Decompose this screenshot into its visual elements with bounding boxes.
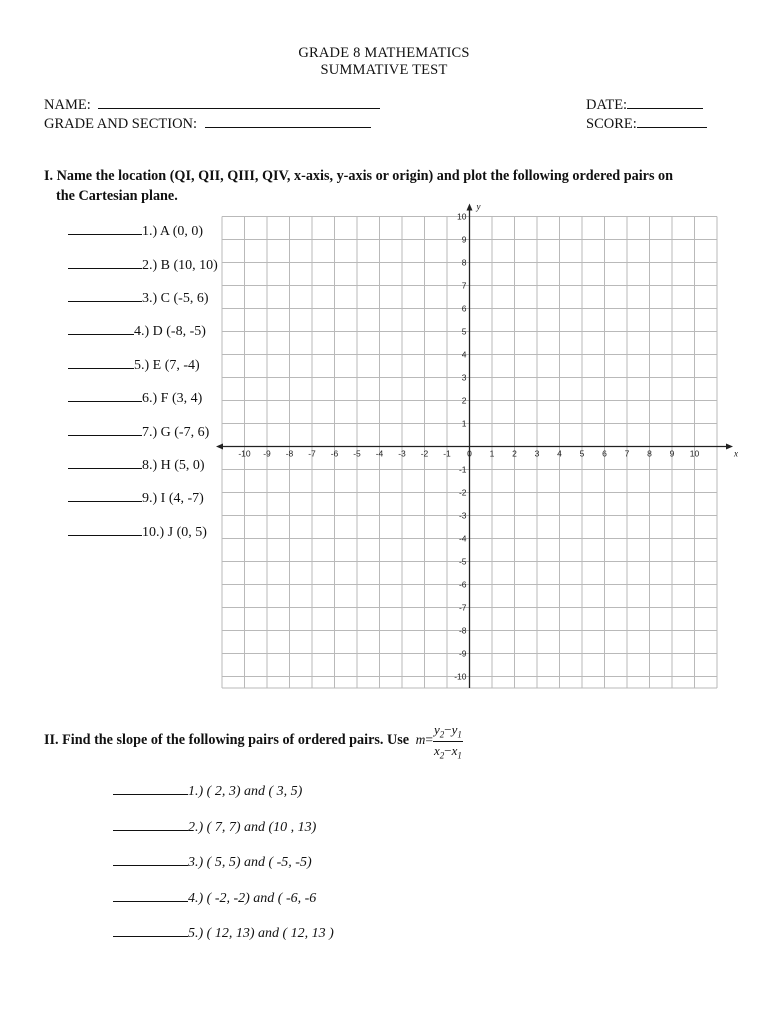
x-tick-label: -6: [330, 448, 339, 459]
item-text: 7.) G (-7, 6): [142, 425, 210, 440]
part1-instruction-line2: the Cartesian plane.: [56, 188, 178, 204]
y-axis-arrow-up: [467, 204, 473, 211]
y-tick-label: -1: [458, 464, 467, 475]
x-tick-label: -9: [263, 448, 271, 459]
answer-line[interactable]: [113, 924, 188, 937]
x-tick-label: 9: [669, 448, 675, 459]
item-text: 2.) ( 7, 7) and (10 , 13): [188, 820, 317, 835]
x-axis-label: x: [734, 448, 738, 459]
y-tick-label: 4: [461, 349, 467, 360]
x-tick-label: 6: [602, 448, 607, 459]
x-tick-label: -8: [285, 448, 294, 459]
item-text: 6.) F (3, 4): [142, 391, 203, 406]
den-x: x: [434, 742, 440, 758]
part2-item: [113, 924, 334, 942]
x-tick-label: 8: [647, 448, 652, 459]
den-x1: x: [451, 742, 458, 758]
item-text: 10.) J (0, 5): [142, 525, 207, 540]
item-text: 3.) ( 5, 5) and ( -5, -5): [188, 855, 312, 870]
num-sub-2: 2: [439, 729, 445, 740]
y-tick-label: -6: [458, 579, 467, 590]
slope-formula: [415, 722, 463, 761]
grade-section-label: GRADE AND SECTION:: [44, 116, 198, 132]
x-tick-label: -7: [308, 448, 316, 459]
formula-equals: =: [425, 732, 433, 748]
answer-line[interactable]: [113, 889, 188, 902]
item-text: 8.) H (5, 0): [142, 458, 205, 473]
y-axis-label: y: [476, 201, 481, 212]
den-minus: −: [444, 742, 452, 758]
y-tick-label: 2: [461, 395, 467, 406]
x-tick-label: 0: [467, 448, 472, 459]
x-tick-label: 3: [534, 448, 540, 459]
x-tick-label: 4: [557, 448, 562, 459]
y-tick-label: 1: [461, 418, 467, 429]
y-tick-label: 5: [461, 326, 467, 337]
item-text: 1.) ( 2, 3) and ( 3, 5): [188, 784, 303, 799]
y-tick-label: -4: [458, 533, 467, 544]
num-y1: y: [451, 722, 458, 737]
formula-denominator: [433, 742, 463, 761]
num-minus: −: [444, 722, 452, 737]
y-tick-label: -2: [458, 487, 467, 498]
formula-numerator: [433, 722, 463, 742]
y-tick-label: 8: [461, 257, 467, 268]
y-tick-label: -8: [458, 625, 467, 636]
x-tick-label: 10: [689, 448, 700, 459]
part2-item: [113, 782, 302, 800]
answer-line[interactable]: [113, 818, 188, 831]
item-text: 2.) B (10, 10): [142, 258, 218, 273]
item-text: 3.) C (-5, 6): [142, 291, 209, 306]
part2-instruction-row: [44, 722, 463, 760]
date-label: DATE:: [586, 97, 628, 113]
answer-line[interactable]: [113, 853, 188, 866]
den-sub-2: 2: [439, 750, 445, 761]
x-tick-label: -3: [398, 448, 406, 459]
item-text: 4.) ( -2, -2) and ( -6, -6: [188, 891, 317, 906]
y-tick-label: -5: [458, 556, 467, 567]
name-label: NAME:: [44, 97, 91, 113]
item-text: 5.) E (7, -4): [134, 358, 200, 373]
test-title-line2: SUMMATIVE TEST: [320, 62, 448, 78]
y-tick-label: -10: [454, 671, 467, 682]
y-tick-label: -3: [458, 510, 467, 521]
item-text: 1.) A (0, 0): [142, 224, 204, 239]
x-tick-label: 7: [624, 448, 630, 459]
x-tick-label: -2: [420, 448, 429, 459]
score-label: SCORE:: [586, 116, 637, 132]
y-tick-label: 10: [457, 211, 467, 222]
x-tick-label: 2: [512, 448, 517, 459]
y-tick-label: 7: [461, 280, 467, 291]
y-tick-label: 6: [461, 303, 467, 314]
y-tick-label: 3: [461, 372, 467, 383]
formula-fraction: [433, 722, 463, 760]
x-tick-label: -4: [375, 448, 384, 459]
den-sub-1: 1: [457, 750, 462, 761]
part2-item: [113, 889, 316, 907]
x-tick-label: 1: [489, 448, 495, 459]
y-tick-label: -7: [458, 602, 467, 613]
num-y: y: [434, 722, 440, 737]
part2-item: [113, 818, 316, 836]
x-axis-arrow-left: [216, 444, 223, 450]
x-tick-label: -10: [238, 448, 251, 459]
answer-line[interactable]: [113, 782, 188, 795]
item-text: 5.) ( 12, 13) and ( 12, 13 ): [188, 926, 334, 941]
item-text: 4.) D (-8, -5): [134, 324, 206, 339]
y-tick-label: 9: [461, 234, 467, 245]
part2-item: [113, 853, 312, 871]
part2-instruction: II. Find the slope of the following pairs of ordered pairs. Use: [44, 732, 410, 749]
num-sub-1: 1: [457, 729, 462, 740]
item-text: 9.) I (4, -7): [142, 491, 204, 506]
x-tick-label: -1: [443, 448, 451, 459]
x-tick-label: 5: [579, 448, 585, 459]
x-tick-label: -5: [353, 448, 361, 459]
x-axis-arrow-right: [726, 444, 733, 450]
test-title-line1: GRADE 8 MATHEMATICS: [298, 45, 470, 61]
part1-instruction-line1: I. Name the location (QI, QII, QIII, QIV, x-axis, y-axis or origin) and plot the following ordered pairs on: [44, 168, 674, 184]
formula-m: m: [415, 732, 426, 748]
y-tick-label: -9: [458, 648, 467, 659]
